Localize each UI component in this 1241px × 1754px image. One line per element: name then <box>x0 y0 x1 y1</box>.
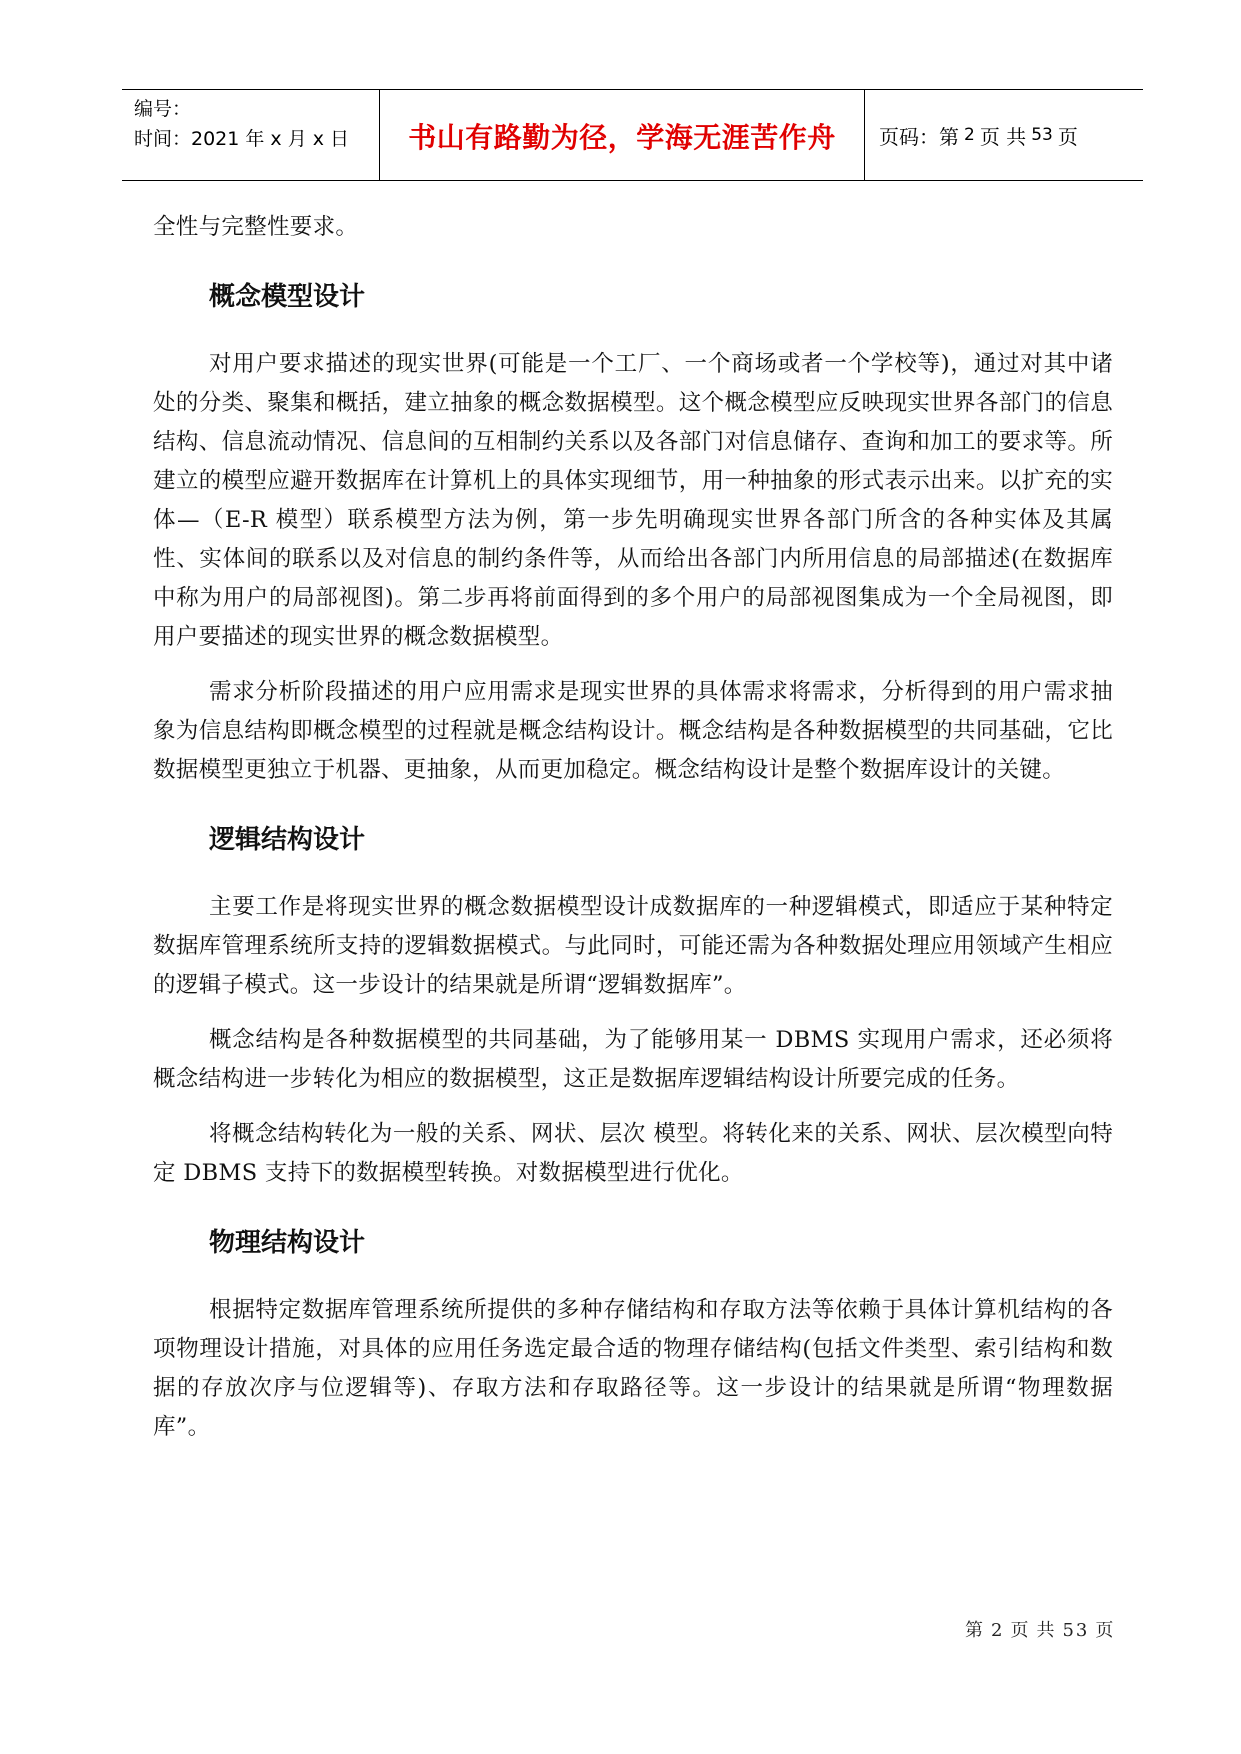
paragraph: 概念结构是各种数据模型的共同基础，为了能够用某一 DBMS 实现用户需求，还必须将概念结构进一步转化为相应的数据模型，这正是数据库逻辑结构设计所要完成的任务。 <box>153 1027 1113 1092</box>
paragraph: 根据特定数据库管理系统所提供的多种存储结构和存取方法等依赖于具体计算机结构的各项物理设计措施，对具体的应用任务选定最合适的物理存储结构(包括文件类型、索引结构和数据的存放次序与位逻辑等)、存取方法和存取路径等。这一步设计的结果就是所谓“物理数据库”。 <box>153 1297 1113 1440</box>
footer-total-prefix: 共 <box>1036 1620 1057 1641</box>
page-mid: 页 共 <box>979 124 1027 149</box>
section-heading: 逻辑结构设计 <box>209 825 366 855</box>
page-total: 53 <box>1031 125 1053 145</box>
paragraph: 对用户要求描述的现实世界(可能是一个工厂、一个商场或者一个学校等)，通过对其中诸处的分类、聚集和概括，建立抽象的概念数据模型。这个概念模型应反映现实世界各部门的信息结构、信息流动情况、信息间的互相制约关系以及各部门对信息储存、查询和加工的要求等。所建立的模型应避开数据库在计算机上的具体实现细节，用一种抽象的形式表示出来。以扩充的实体—（E-R 模型）联系模型方法为例，第一步先明确现实世界各部门所含的各种实体及其属性、实体间的联系以及对信息的制约条件等，从而给出各部门内所用信息的局部描述(在数据库中称为用户的局部视图)。第二步再将前面得到的多个用户的局部视图集成为一个全局视图，即用户要描述的现实世界的概念数据模型。 <box>153 351 1113 650</box>
header-page-info <box>865 90 1143 180</box>
footer-page: 2 <box>991 1620 1005 1641</box>
document-time-label: 时间：2021 年 x 月 x 日 <box>134 128 350 150</box>
footer-total: 53 <box>1062 1620 1090 1641</box>
section-heading: 概念模型设计 <box>209 282 366 312</box>
page-header <box>122 89 1143 181</box>
page-prefix: 页码：第 <box>879 124 959 149</box>
footer-suffix: 页 <box>1095 1620 1116 1641</box>
page-footer <box>962 1616 1118 1642</box>
header-meta <box>122 90 380 180</box>
paragraph: 将概念结构转化为一般的关系、网状、层次 模型。将转化来的关系、网状、层次模型向特定 DBMS 支持下的数据模型转换。对数据模型进行优化。 <box>153 1121 1113 1186</box>
footer-mid: 页 <box>1010 1620 1031 1641</box>
paragraph: 主要工作是将现实世界的概念数据模型设计成数据库的一种逻辑模式，即适应于某种特定数据库管理系统所支持的逻辑数据模式。与此同时，可能还需为各种数据处理应用领域产生相应的逻辑子模式。这一步设计的结果就是所谓“逻辑数据库”。 <box>153 894 1113 998</box>
section-heading: 物理结构设计 <box>209 1228 366 1258</box>
paragraph: 需求分析阶段描述的用户应用需求是现实世界的具体需求将需求，分析得到的用户需求抽象为信息结构即概念模型的过程就是概念结构设计。概念结构是各种数据模型的共同基础，它比数据模型更独立于机器、更抽象，从而更加稳定。概念结构设计是整个数据库设计的关键。 <box>153 679 1113 783</box>
document-number-label: 编号： <box>134 98 192 120</box>
header-motto: 书山有路勤为径，学海无涯苦作舟 <box>380 90 865 180</box>
page-number: 2 <box>964 125 975 145</box>
footer-prefix: 第 <box>965 1620 985 1641</box>
document-body <box>153 208 1113 1463</box>
paragraph: 全性与完整性要求。 <box>153 214 359 240</box>
page-suffix: 页 <box>1057 124 1078 149</box>
